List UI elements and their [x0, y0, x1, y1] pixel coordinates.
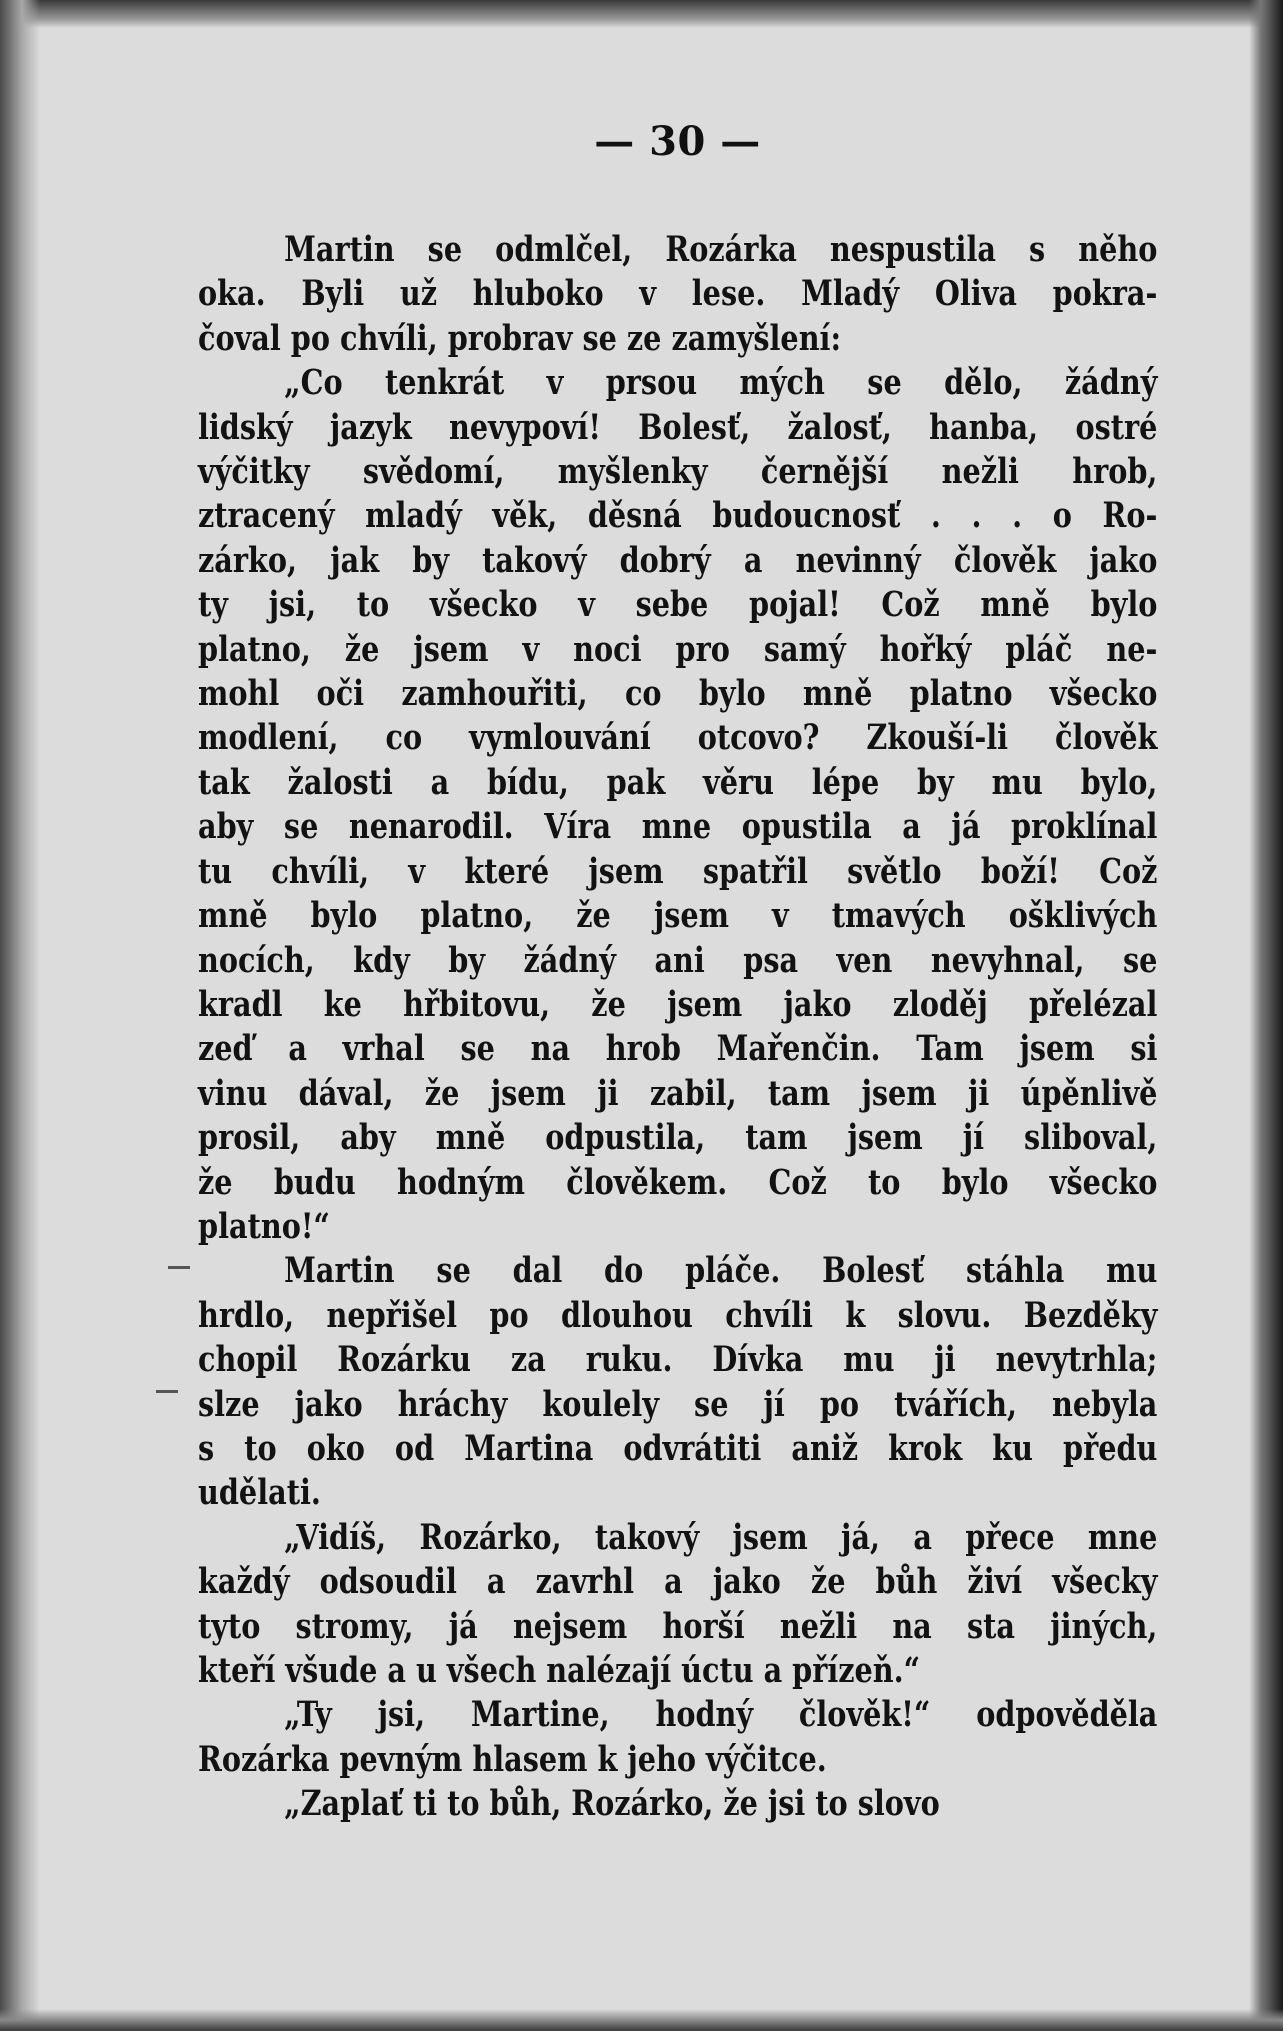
text-line: tak žalosti a bídu, pak věru lépe by mu bylo,	[198, 761, 1158, 803]
text-line: že budu hodným člověkem. Což to bylo všecko	[198, 1161, 1158, 1203]
text-line: tyto stromy, já nejsem horší nežli na sta jiných,	[198, 1605, 1158, 1647]
margin-dash-mark	[156, 1390, 178, 1393]
scan-edge-bottom	[0, 2009, 1283, 2031]
text-line: platno, že jsem v noci pro samý hořký pláč ne-	[198, 628, 1158, 670]
text-line: mohl oči zamhouřiti, co bylo mně platno všecko	[198, 673, 1158, 715]
text-line: ztracený mladý věk, děsná budoucnosť . . . o Ro-	[198, 495, 1158, 537]
text-line: kradl ke hřbitovu, že jsem jako zloděj přelézal	[198, 983, 1158, 1025]
body-text	[198, 228, 1157, 1827]
text-line: aby se nenarodil. Víra mne opustila a já proklínal	[198, 806, 1158, 848]
text-line: zeď a vrhal se na hrob Mařenčin. Tam jsem si	[198, 1028, 1158, 1070]
text-line: výčitky svědomí, myšlenky černější nežli hrob,	[198, 451, 1158, 493]
page-number: — 30 —	[594, 118, 761, 165]
text-line: „Co tenkrát v prsou mých se dělo, žádný	[284, 362, 1158, 404]
text-line: platno!“	[198, 1205, 330, 1247]
text-line: lidský jazyk nevypoví! Bolesť, žalosť, hanba, ostré	[198, 406, 1158, 448]
text-line: chopil Rozárku za ruku. Dívka mu ji nevytrhla;	[198, 1339, 1158, 1381]
text-line: udělati.	[198, 1472, 321, 1514]
text-line: Rozárka pevným hlasem k jeho výčitce.	[198, 1738, 827, 1780]
text-line: každý odsoudil a zavrhl a jako že bůh živí všecky	[198, 1561, 1158, 1603]
text-line: slze jako hráchy koulely se jí po tvářích, nebyla	[198, 1383, 1158, 1425]
text-line: Martin se dal do pláče. Bolesť stáhla mu	[284, 1250, 1158, 1292]
text-line: ty jsi, to všecko v sebe pojal! Což mně bylo	[198, 584, 1158, 626]
text-line: mně bylo platno, že jsem v tmavých ošklivých	[198, 895, 1158, 937]
text-line: zárko, jak by takový dobrý a nevinný člověk jako	[198, 539, 1158, 581]
text-line: nocích, kdy by žádný ani psa ven nevyhnal, se	[198, 939, 1158, 981]
text-line: prosil, aby mně odpustila, tam jsem jí sliboval,	[198, 1117, 1158, 1159]
text-line: čoval po chvíli, probrav se ze zamyšlení:	[198, 317, 842, 359]
text-line: modlení, co vymlouvání otcovo? Zkouší-li člověk	[198, 717, 1158, 759]
margin-dash-mark	[168, 1266, 190, 1269]
text-line: hrdlo, nepřišel po dlouhou chvíli k slovu. Bezděky	[198, 1294, 1158, 1336]
text-line: „Zaplať ti to bůh, Rozárko, že jsi to slovo	[284, 1783, 940, 1825]
text-line: Martin se odmlčel, Rozárka nespustila s něho	[284, 229, 1158, 270]
text-line: oka. Byli už hluboko v lese. Mladý Oliva pokra-	[198, 273, 1158, 315]
text-line: vinu dával, že jsem ji zabil, tam jsem ji úpěnlivě	[198, 1072, 1158, 1114]
text-line: kteří všude a u všech nalézají úctu a přízeň.“	[198, 1650, 921, 1691]
text-line: „Ty jsi, Martine, hodný člověk!“ odpověděla	[284, 1694, 1158, 1736]
scan-edge-top	[0, 0, 1283, 28]
scan-edge-right	[1249, 0, 1283, 2031]
text-line: s to oko od Martina odvrátiti aniž krok ku předu	[198, 1427, 1158, 1469]
text-line: tu chvíli, v které jsem spatřil světlo boží! Což	[198, 850, 1158, 892]
scan-edge-left	[0, 0, 40, 2031]
text-line: „Vidíš, Rozárko, takový jsem já, a přece mne	[284, 1516, 1158, 1558]
